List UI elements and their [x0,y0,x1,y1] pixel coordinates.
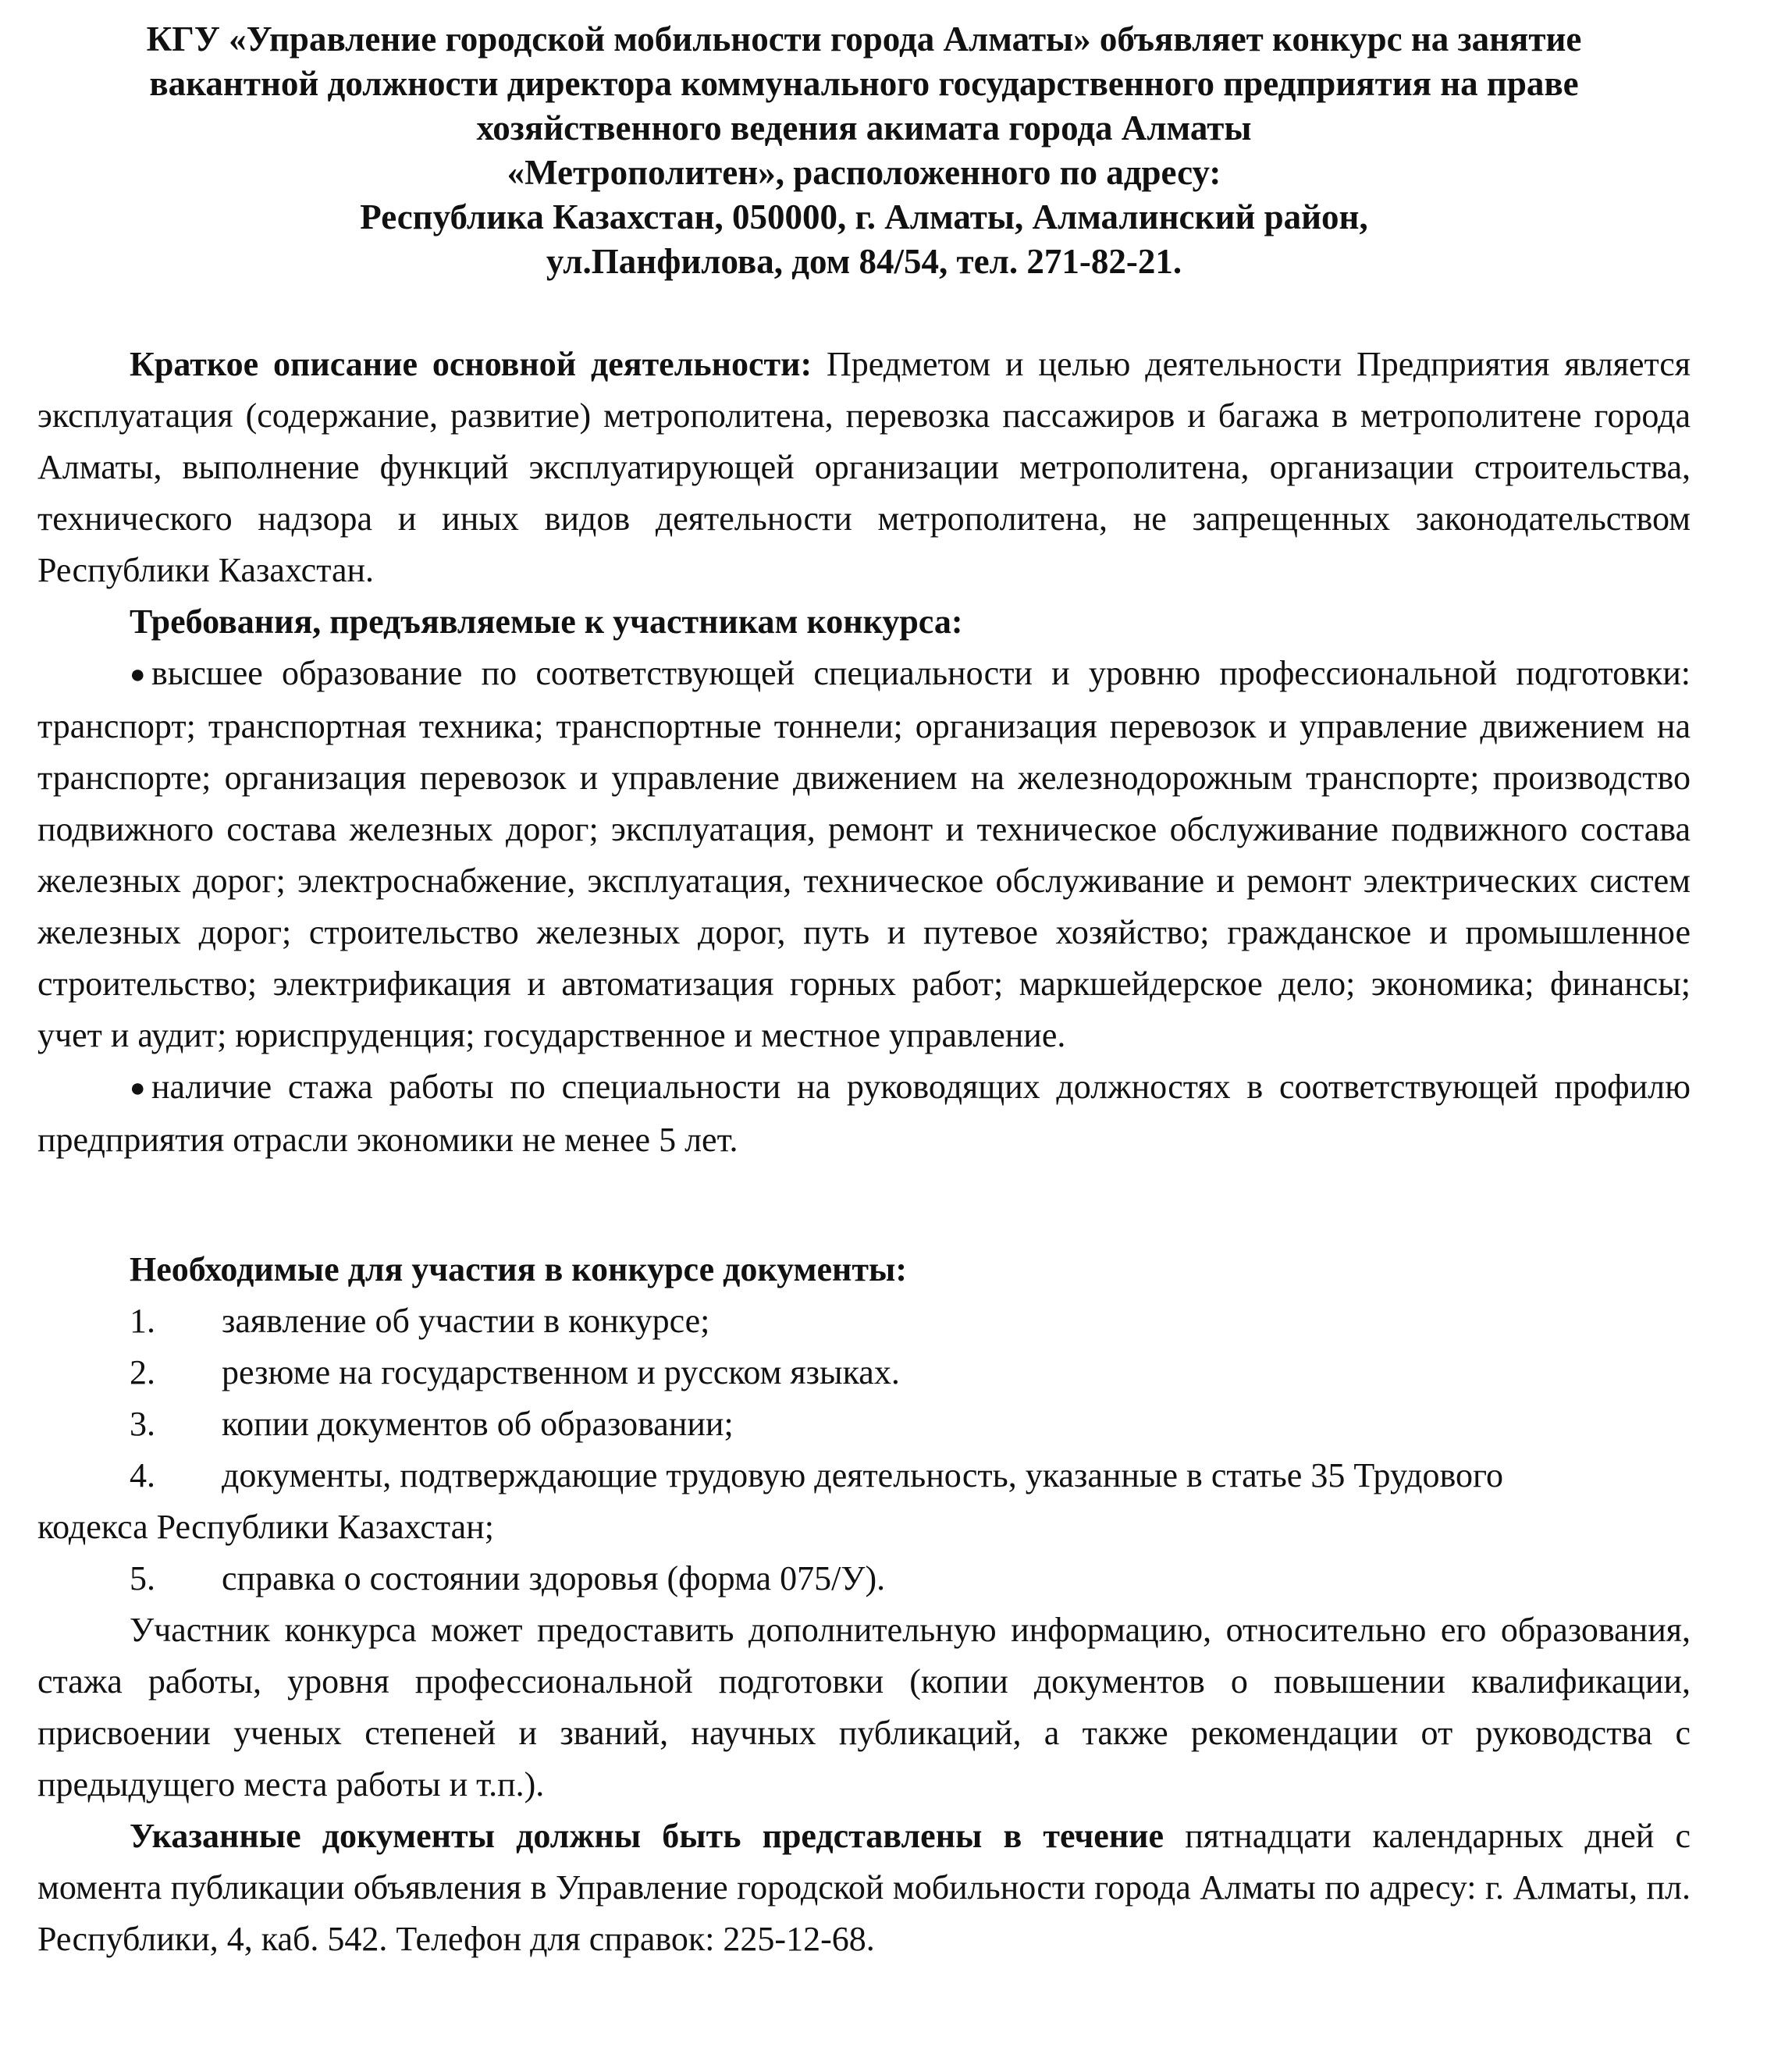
bullet-icon: ● [130,660,146,689]
header-line-1: КГУ «Управление городской мобильности города Алматы» объявляет конкурс на занятие [146,20,1582,59]
announcement-header [37,17,1691,284]
document-item-text: справка о состоянии здоровья (форма 075/У). [222,1559,886,1597]
header-line-3: хозяйственного ведения акимата города Алматы [476,108,1252,147]
requirement-item-text: высшее образование по соответствующей специальности и уровню профессиональной подготовки: транспорт; транспортная техника; транспортные тоннели; организация перевозок и управление движением на транспорте; организация перевозок и управление движением на железнодорожным транспорте; производство подвижного состава железных дорог; эксплуатация, ремонт и техническое обслуживание подвижного состава железных дорог; электроснабжение, эксплуатация, техническое обслуживание и ремонт электрических систем железных дорог; строительство железных дорог, путь и путевое хозяйство; гражданское и промышленное строительство; электрификация и автоматизация горных работ; маркшейдерское дело; экономика; финансы; учет и аудит; юриспруденция; государственное и местное управление. [37,654,1691,1054]
document-item-continuation: кодекса Республики Казахстан; [37,1508,494,1546]
document-item-text: заявление об участии в конкурсе; [222,1302,710,1340]
header-line-5: Республика Казахстан, 050000, г. Алматы, Алмалинский район, [360,197,1368,236]
requirements-heading: Требования, предъявляемые к участникам конкурса: [130,602,963,641]
requirement-item [37,648,1691,1061]
activity-description-label: Краткое описание основной деятельности: [130,345,812,383]
requirement-item-text: наличие стажа работы по специальности на руководящих должностях в соответствующей профилю предприятия отрасли экономики не менее 5 лет. [37,1068,1691,1159]
requirement-item [37,1061,1691,1166]
document-item-text: копии документов об образовании; [222,1405,734,1443]
bullet-icon: ● [130,1074,146,1103]
document-item [37,1398,1691,1450]
deadline-info [37,1811,1691,1965]
documents-heading: Необходимые для участия в конкурсе документы: [130,1250,908,1288]
document-item-number: 4. [130,1456,155,1494]
documents-list [37,1295,1691,1605]
document-item-number: 5. [130,1559,155,1597]
activity-description [37,339,1691,596]
header-line-4: «Метрополитен», расположенного по адресу: [507,153,1221,192]
document-item [37,1347,1691,1398]
document-item-number: 3. [130,1405,155,1443]
deadline-text: пятнадцати календарных дней с момента публикации объявления в Управление городской мобильности города Алматы по адресу: г. Алматы, пл. Республики, 4, каб. 542. Телефон для справок: 225-12-68. [37,1817,1691,1958]
additional-info: Участник конкурса может предоставить дополнительную информацию, относительно его образования, стажа работы, уровня профессиональной подготовки (копии документов о повышении квалификации, присвоении ученых степеней и званий, научных публикаций, а также рекомендации от руководства с предыдущего места работы и т.п.). [37,1611,1691,1804]
document-item [37,1295,1691,1347]
document-item-number: 2. [130,1353,155,1391]
header-line-2: вакантной должности директора коммунального государственного предприятия на праве [149,64,1579,103]
document-item-text: документы, подтверждающие трудовую деятельность, указанные в статье 35 Трудового [222,1456,1503,1494]
document-item-number: 1. [130,1302,155,1340]
activity-description-text: Предметом и целью деятельности Предприятия является эксплуатация (содержание, развитие) метрополитена, перевозка пассажиров и багажа в метрополитене города Алматы, выполнение функций эксплуатирующей организации метрополитена, организации строительства, технического надзора и иных видов деятельности метрополитена, не запрещенных законодательством Республики Казахстан. [37,345,1691,589]
document-item [37,1553,1691,1605]
document-item-text: резюме на государственном и русском языках. [222,1353,900,1391]
deadline-label: Указанные документы должны быть представлены в течение [130,1817,1164,1855]
document-item [37,1450,1691,1553]
header-line-6: ул.Панфилова, дом 84/54, тел. 271-82-21. [546,242,1182,281]
